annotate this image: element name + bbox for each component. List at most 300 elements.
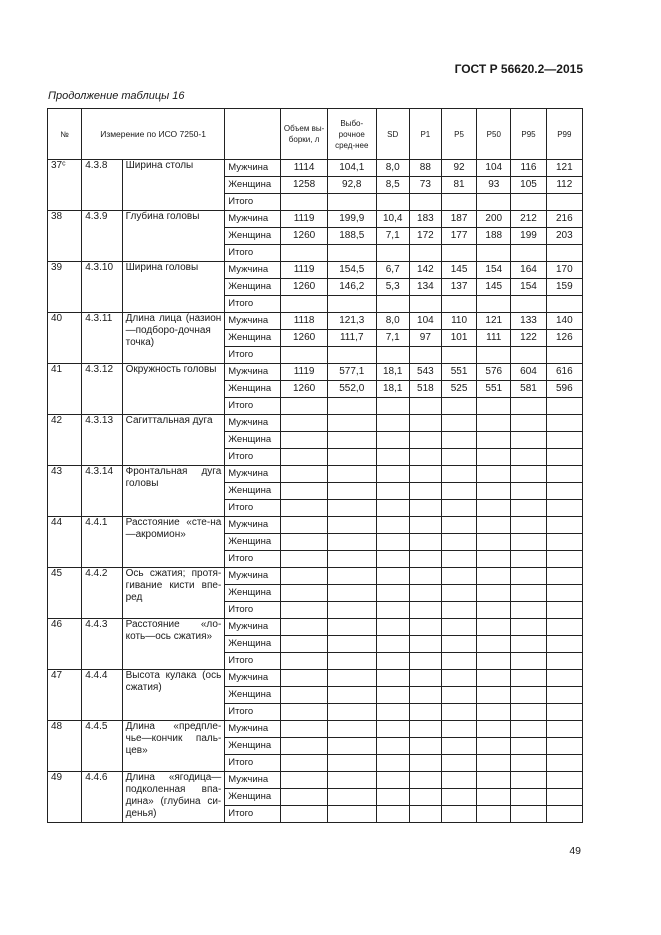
value-cell — [409, 398, 441, 415]
value-cell: 183 — [409, 211, 441, 228]
value-cell: 203 — [546, 228, 582, 245]
value-cell — [327, 568, 376, 585]
group-label: Женщина — [225, 432, 281, 449]
value-cell — [477, 466, 511, 483]
value-cell — [409, 483, 441, 500]
document-code: ГОСТ Р 56620.2—2015 — [454, 62, 583, 76]
value-cell — [281, 245, 328, 262]
value-cell — [441, 296, 476, 313]
table-row — [48, 262, 583, 279]
value-cell — [477, 398, 511, 415]
value-cell — [409, 738, 441, 755]
value-cell — [327, 432, 376, 449]
table-row — [48, 670, 583, 687]
group-label: Мужчина — [225, 160, 281, 177]
value-cell: 145 — [441, 262, 476, 279]
value-cell — [546, 517, 582, 534]
value-cell: 112 — [546, 177, 582, 194]
iso-code: 4.3.9 — [82, 211, 122, 262]
value-cell: 88 — [409, 160, 441, 177]
value-cell: 154 — [477, 262, 511, 279]
table-row — [48, 772, 583, 789]
value-cell — [409, 772, 441, 789]
group-label: Женщина — [225, 585, 281, 602]
value-cell — [546, 483, 582, 500]
value-cell — [409, 636, 441, 653]
group-label: Мужчина — [225, 466, 281, 483]
value-cell — [281, 772, 328, 789]
value-cell — [409, 755, 441, 772]
value-cell — [327, 296, 376, 313]
value-cell — [511, 806, 546, 823]
value-cell — [327, 500, 376, 517]
value-cell — [376, 755, 409, 772]
value-cell: 18,1 — [376, 364, 409, 381]
value-cell — [441, 534, 476, 551]
value-cell — [409, 568, 441, 585]
value-cell: 172 — [409, 228, 441, 245]
value-cell — [546, 619, 582, 636]
value-cell — [441, 755, 476, 772]
value-cell — [511, 585, 546, 602]
value-cell — [477, 687, 511, 704]
table-row — [48, 364, 583, 381]
group-label: Итого — [225, 194, 281, 211]
value-cell — [546, 568, 582, 585]
value-cell — [441, 194, 476, 211]
value-cell: 199 — [511, 228, 546, 245]
value-cell — [327, 466, 376, 483]
value-cell — [441, 347, 476, 364]
value-cell — [281, 415, 328, 432]
value-cell — [409, 245, 441, 262]
value-cell — [477, 789, 511, 806]
value-cell: 164 — [511, 262, 546, 279]
value-cell — [546, 415, 582, 432]
value-cell — [409, 687, 441, 704]
value-cell: 116 — [511, 160, 546, 177]
value-cell — [477, 738, 511, 755]
value-cell — [546, 398, 582, 415]
value-cell — [376, 568, 409, 585]
value-cell — [376, 194, 409, 211]
value-cell: 133 — [511, 313, 546, 330]
value-cell — [441, 398, 476, 415]
group-label: Итого — [225, 245, 281, 262]
value-cell — [376, 483, 409, 500]
value-cell — [511, 466, 546, 483]
measurement-name: Ось сжатия; протя-гивание кисти впе-ред — [122, 568, 225, 619]
value-cell — [281, 653, 328, 670]
group-label: Мужчина — [225, 415, 281, 432]
iso-code: 4.4.2 — [82, 568, 122, 619]
value-cell — [511, 704, 546, 721]
value-cell: 121,3 — [327, 313, 376, 330]
iso-code: 4.3.8 — [82, 160, 122, 211]
table-row — [48, 721, 583, 738]
value-cell — [477, 194, 511, 211]
value-cell: 121 — [477, 313, 511, 330]
value-cell: 93 — [477, 177, 511, 194]
value-cell: 552,0 — [327, 381, 376, 398]
value-cell: 200 — [477, 211, 511, 228]
value-cell — [441, 432, 476, 449]
value-cell: 92 — [441, 160, 476, 177]
value-cell — [281, 398, 328, 415]
value-cell: 187 — [441, 211, 476, 228]
value-cell — [477, 245, 511, 262]
row-number: 38 — [48, 211, 82, 262]
value-cell: 1260 — [281, 381, 328, 398]
value-cell — [477, 500, 511, 517]
value-cell: 216 — [546, 211, 582, 228]
measurement-name: Расстояние «ло-коть—ось сжатия» — [122, 619, 225, 670]
value-cell — [281, 755, 328, 772]
value-cell — [376, 704, 409, 721]
group-label: Итого — [225, 500, 281, 517]
value-cell — [511, 653, 546, 670]
value-cell — [376, 670, 409, 687]
measurement-name: Окружность головы — [122, 364, 225, 415]
value-cell: 1119 — [281, 262, 328, 279]
measurement-name: Расстояние «сте-на—акромион» — [122, 517, 225, 568]
value-cell — [409, 585, 441, 602]
value-cell — [546, 296, 582, 313]
value-cell — [327, 789, 376, 806]
value-cell — [441, 551, 476, 568]
value-cell — [376, 721, 409, 738]
value-cell: 8,0 — [376, 313, 409, 330]
value-cell — [441, 619, 476, 636]
value-cell — [376, 500, 409, 517]
value-cell — [511, 449, 546, 466]
value-cell — [441, 738, 476, 755]
row-number: 45 — [48, 568, 82, 619]
value-cell — [376, 432, 409, 449]
group-label: Женщина — [225, 330, 281, 347]
value-cell — [441, 670, 476, 687]
value-cell — [409, 670, 441, 687]
value-cell: 101 — [441, 330, 476, 347]
row-number: 49 — [48, 772, 82, 823]
value-cell — [409, 500, 441, 517]
value-cell — [511, 602, 546, 619]
group-label: Женщина — [225, 483, 281, 500]
row-number: 47 — [48, 670, 82, 721]
value-cell — [546, 245, 582, 262]
value-cell — [376, 449, 409, 466]
col-header-p95: P95 — [511, 109, 546, 160]
value-cell — [546, 789, 582, 806]
value-cell: 110 — [441, 313, 476, 330]
value-cell — [441, 721, 476, 738]
value-cell — [409, 517, 441, 534]
value-cell: 111 — [477, 330, 511, 347]
value-cell — [477, 670, 511, 687]
value-cell — [376, 296, 409, 313]
value-cell — [441, 653, 476, 670]
value-cell: 134 — [409, 279, 441, 296]
value-cell — [376, 415, 409, 432]
value-cell — [441, 483, 476, 500]
group-label: Женщина — [225, 636, 281, 653]
value-cell — [477, 517, 511, 534]
value-cell — [376, 772, 409, 789]
value-cell — [327, 670, 376, 687]
value-cell: 212 — [511, 211, 546, 228]
value-cell — [477, 619, 511, 636]
value-cell: 170 — [546, 262, 582, 279]
value-cell — [281, 636, 328, 653]
value-cell — [511, 245, 546, 262]
value-cell — [327, 738, 376, 755]
value-cell: 577,1 — [327, 364, 376, 381]
table-row — [48, 160, 583, 177]
value-cell: 188,5 — [327, 228, 376, 245]
iso-code: 4.3.14 — [82, 466, 122, 517]
table-row — [48, 211, 583, 228]
value-cell — [477, 415, 511, 432]
group-label: Итого — [225, 653, 281, 670]
row-number: 39 — [48, 262, 82, 313]
value-cell: 581 — [511, 381, 546, 398]
value-cell — [441, 517, 476, 534]
col-header-p1: P1 — [409, 109, 441, 160]
value-cell — [376, 602, 409, 619]
group-label: Итого — [225, 551, 281, 568]
value-cell — [376, 347, 409, 364]
value-cell — [281, 483, 328, 500]
value-cell — [441, 449, 476, 466]
value-cell — [327, 194, 376, 211]
value-cell — [546, 755, 582, 772]
value-cell — [511, 500, 546, 517]
measurement-name: Ширина столы — [122, 160, 225, 211]
value-cell — [409, 534, 441, 551]
group-label: Итого — [225, 704, 281, 721]
value-cell — [376, 551, 409, 568]
value-cell — [441, 806, 476, 823]
iso-code: 4.3.13 — [82, 415, 122, 466]
value-cell — [281, 500, 328, 517]
value-cell: 122 — [511, 330, 546, 347]
value-cell — [409, 806, 441, 823]
value-cell — [327, 347, 376, 364]
value-cell — [327, 551, 376, 568]
value-cell: 1114 — [281, 160, 328, 177]
value-cell — [441, 415, 476, 432]
value-cell — [327, 806, 376, 823]
value-cell: 7,1 — [376, 330, 409, 347]
iso-code: 4.3.11 — [82, 313, 122, 364]
measurement-name: Высота кулака (ось сжатия) — [122, 670, 225, 721]
value-cell — [511, 347, 546, 364]
value-cell — [546, 551, 582, 568]
value-cell — [511, 296, 546, 313]
group-label: Женщина — [225, 228, 281, 245]
value-cell — [409, 789, 441, 806]
group-label: Женщина — [225, 177, 281, 194]
value-cell — [281, 449, 328, 466]
group-label: Мужчина — [225, 619, 281, 636]
value-cell: 18,1 — [376, 381, 409, 398]
value-cell: 104 — [409, 313, 441, 330]
value-cell — [409, 432, 441, 449]
value-cell — [546, 449, 582, 466]
value-cell: 126 — [546, 330, 582, 347]
value-cell — [441, 772, 476, 789]
value-cell — [441, 704, 476, 721]
group-label: Мужчина — [225, 211, 281, 228]
value-cell: 188 — [477, 228, 511, 245]
value-cell: 1260 — [281, 228, 328, 245]
value-cell — [327, 534, 376, 551]
value-cell — [511, 534, 546, 551]
value-cell — [511, 636, 546, 653]
value-cell: 1119 — [281, 211, 328, 228]
value-cell — [546, 534, 582, 551]
iso-code: 4.4.4 — [82, 670, 122, 721]
group-label: Итого — [225, 602, 281, 619]
value-cell — [281, 517, 328, 534]
value-cell: 97 — [409, 330, 441, 347]
value-cell — [441, 636, 476, 653]
iso-code: 4.4.1 — [82, 517, 122, 568]
value-cell — [376, 517, 409, 534]
value-cell — [281, 432, 328, 449]
value-cell — [281, 534, 328, 551]
group-label: Мужчина — [225, 262, 281, 279]
value-cell — [511, 738, 546, 755]
value-cell — [511, 687, 546, 704]
value-cell — [327, 755, 376, 772]
value-cell — [441, 500, 476, 517]
measurement-name: Длина «предплe-чье—кончик паль-цев» — [122, 721, 225, 772]
iso-code: 4.4.6 — [82, 772, 122, 823]
value-cell — [281, 738, 328, 755]
value-cell — [477, 296, 511, 313]
value-cell: 551 — [477, 381, 511, 398]
value-cell — [281, 687, 328, 704]
value-cell — [409, 296, 441, 313]
value-cell — [409, 653, 441, 670]
group-label: Итого — [225, 755, 281, 772]
value-cell: 525 — [441, 381, 476, 398]
row-number: 43 — [48, 466, 82, 517]
value-cell — [376, 738, 409, 755]
value-cell — [376, 806, 409, 823]
value-cell — [327, 653, 376, 670]
value-cell — [441, 585, 476, 602]
value-cell: 137 — [441, 279, 476, 296]
value-cell — [511, 398, 546, 415]
value-cell: 81 — [441, 177, 476, 194]
value-cell — [477, 432, 511, 449]
value-cell — [477, 449, 511, 466]
value-cell — [327, 772, 376, 789]
value-cell — [441, 245, 476, 262]
value-cell — [409, 449, 441, 466]
value-cell — [511, 772, 546, 789]
value-cell — [441, 568, 476, 585]
value-cell — [441, 789, 476, 806]
value-cell — [441, 602, 476, 619]
table-caption: Продолжение таблицы 16 — [48, 90, 185, 102]
value-cell — [546, 432, 582, 449]
group-label: Мужчина — [225, 721, 281, 738]
value-cell — [409, 619, 441, 636]
value-cell — [477, 602, 511, 619]
row-number: 41 — [48, 364, 82, 415]
value-cell — [477, 806, 511, 823]
value-cell — [327, 483, 376, 500]
value-cell — [477, 568, 511, 585]
value-cell: 92,8 — [327, 177, 376, 194]
value-cell: 551 — [441, 364, 476, 381]
value-cell: 104 — [477, 160, 511, 177]
value-cell: 10,4 — [376, 211, 409, 228]
measurement-name: Длина лица (назион—подборо-дочная точка) — [122, 313, 225, 364]
group-label: Женщина — [225, 687, 281, 704]
value-cell — [327, 602, 376, 619]
col-header-blank — [225, 109, 281, 160]
value-cell — [409, 551, 441, 568]
value-cell — [409, 602, 441, 619]
measurement-name: Ширина головы — [122, 262, 225, 313]
value-cell — [477, 772, 511, 789]
value-cell: 111,7 — [327, 330, 376, 347]
value-cell — [376, 789, 409, 806]
col-header-measurement: Измерение по ИСО 7250-1 — [82, 109, 225, 160]
value-cell — [546, 347, 582, 364]
value-cell — [546, 738, 582, 755]
group-label: Женщина — [225, 534, 281, 551]
value-cell — [409, 347, 441, 364]
row-number: 37ᶜ — [48, 160, 82, 211]
value-cell: 616 — [546, 364, 582, 381]
value-cell — [477, 653, 511, 670]
value-cell: 8,5 — [376, 177, 409, 194]
value-cell — [546, 806, 582, 823]
col-header-volume: Объем вы-борки, л — [281, 109, 328, 160]
measurement-name: Фронтальная дуга головы — [122, 466, 225, 517]
group-label: Итого — [225, 296, 281, 313]
value-cell: 154,5 — [327, 262, 376, 279]
table-header-row — [48, 109, 583, 160]
value-cell: 5,3 — [376, 279, 409, 296]
value-cell — [511, 551, 546, 568]
col-header-no: № — [48, 109, 82, 160]
value-cell: 1260 — [281, 330, 328, 347]
value-cell: 1258 — [281, 177, 328, 194]
value-cell — [441, 466, 476, 483]
value-cell — [281, 670, 328, 687]
value-cell — [376, 687, 409, 704]
value-cell — [477, 636, 511, 653]
group-label: Женщина — [225, 738, 281, 755]
value-cell — [477, 483, 511, 500]
value-cell — [281, 789, 328, 806]
value-cell — [281, 619, 328, 636]
col-header-mean: Выбо-рочное сред-нее — [327, 109, 376, 160]
table-row — [48, 466, 583, 483]
table-row — [48, 568, 583, 585]
value-cell — [546, 653, 582, 670]
iso-code: 4.4.3 — [82, 619, 122, 670]
value-cell — [376, 585, 409, 602]
value-cell — [546, 687, 582, 704]
group-label: Итого — [225, 449, 281, 466]
